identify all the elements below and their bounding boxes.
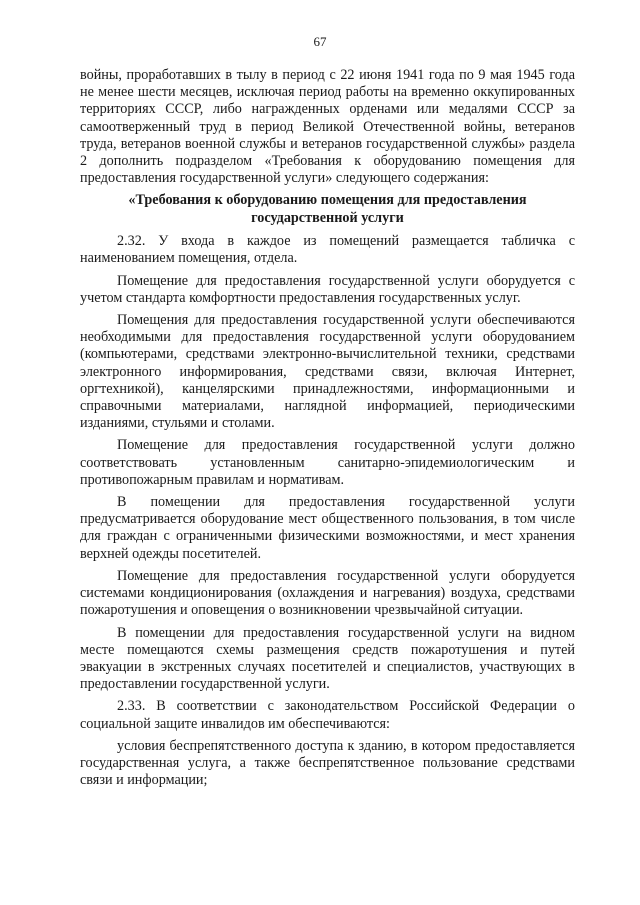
intro-paragraph: войны, проработавших в тылу в период с 22 июня 1941 года по 9 мая 1945 года не менее шести месяцев, исключая период работы на временно оккупированных территориях СССР, либо награжденных орденами или медалями СССР за самоотверженный труд в период Великой Отечественной войны, ветеранов труда, ветеранов военной службы и ветеранов государственной службы» раздела 2 дополнить подразделом «Требования к оборудованию помещения для предоставления государственной услуги» следующего содержания: (80, 67, 575, 187)
paragraph-2-33: 2.33. В соответствии с законодательством Российской Федерации о социальной защите инвалидов им обеспечиваются: (80, 698, 575, 732)
paragraph-conditioning: Помещение для предоставления государственной услуги оборудуется системами кондиционирования (охлаждения и нагревания) воздуха, средствами пожаротушения и оповещения о возникновении чрезвычайной ситуации. (80, 567, 575, 619)
paragraph-2-32: 2.32. У входа в каждое из помещений размещается табличка с наименованием помещения, отдела. (80, 233, 575, 267)
document-body (80, 67, 575, 794)
paragraph-access-conditions: условия беспрепятственного доступа к зданию, в котором предоставляется государственная услуга, а также беспрепятственное пользование средствами связи и информации; (80, 737, 575, 789)
paragraph-evacuation-schemes: В помещении для предоставления государственной услуги на видном месте помещаются схемы размещения средств пожаротушения и путей эвакуации в экстренных случаях посетителей и специалистов, участвующих в предоставлении государственной услуги. (80, 624, 575, 693)
paragraph-public-places: В помещении для предоставления государственной услуги предусматривается оборудование мест общественного пользования, в том числе для граждан с ограниченными физическими возможностями, и мест хранения верхней одежды посетителей. (80, 494, 575, 562)
paragraph-comfort-standard: Помещение для предоставления государственной услуги оборудуется с учетом стандарта комфортности предоставления государственных услуг. (80, 272, 575, 306)
page-number: 67 (313, 34, 327, 49)
paragraph-sanitary-rules: Помещение для предоставления государственной услуги должно соответствовать установленным санитарно-эпидемиологическим и противопожарным правилам и нормативам. (80, 437, 575, 488)
paragraph-equipment: Помещения для предоставления государственной услуги обеспечиваются необходимыми для предоставления государственной услуги оборудованием (компьютерами, средствами электронно-вычислительной техники, средствами электронного информирования, средствами связи, включая Интернет, оргтехникой), канцелярскими принадлежностями, информационными и справочными материалами, наглядной информацией, периодическими изданиями, стульями и столами. (80, 312, 575, 432)
section-heading: «Требования к оборудованию помещения для предоставления государственной услуги (128, 192, 527, 226)
